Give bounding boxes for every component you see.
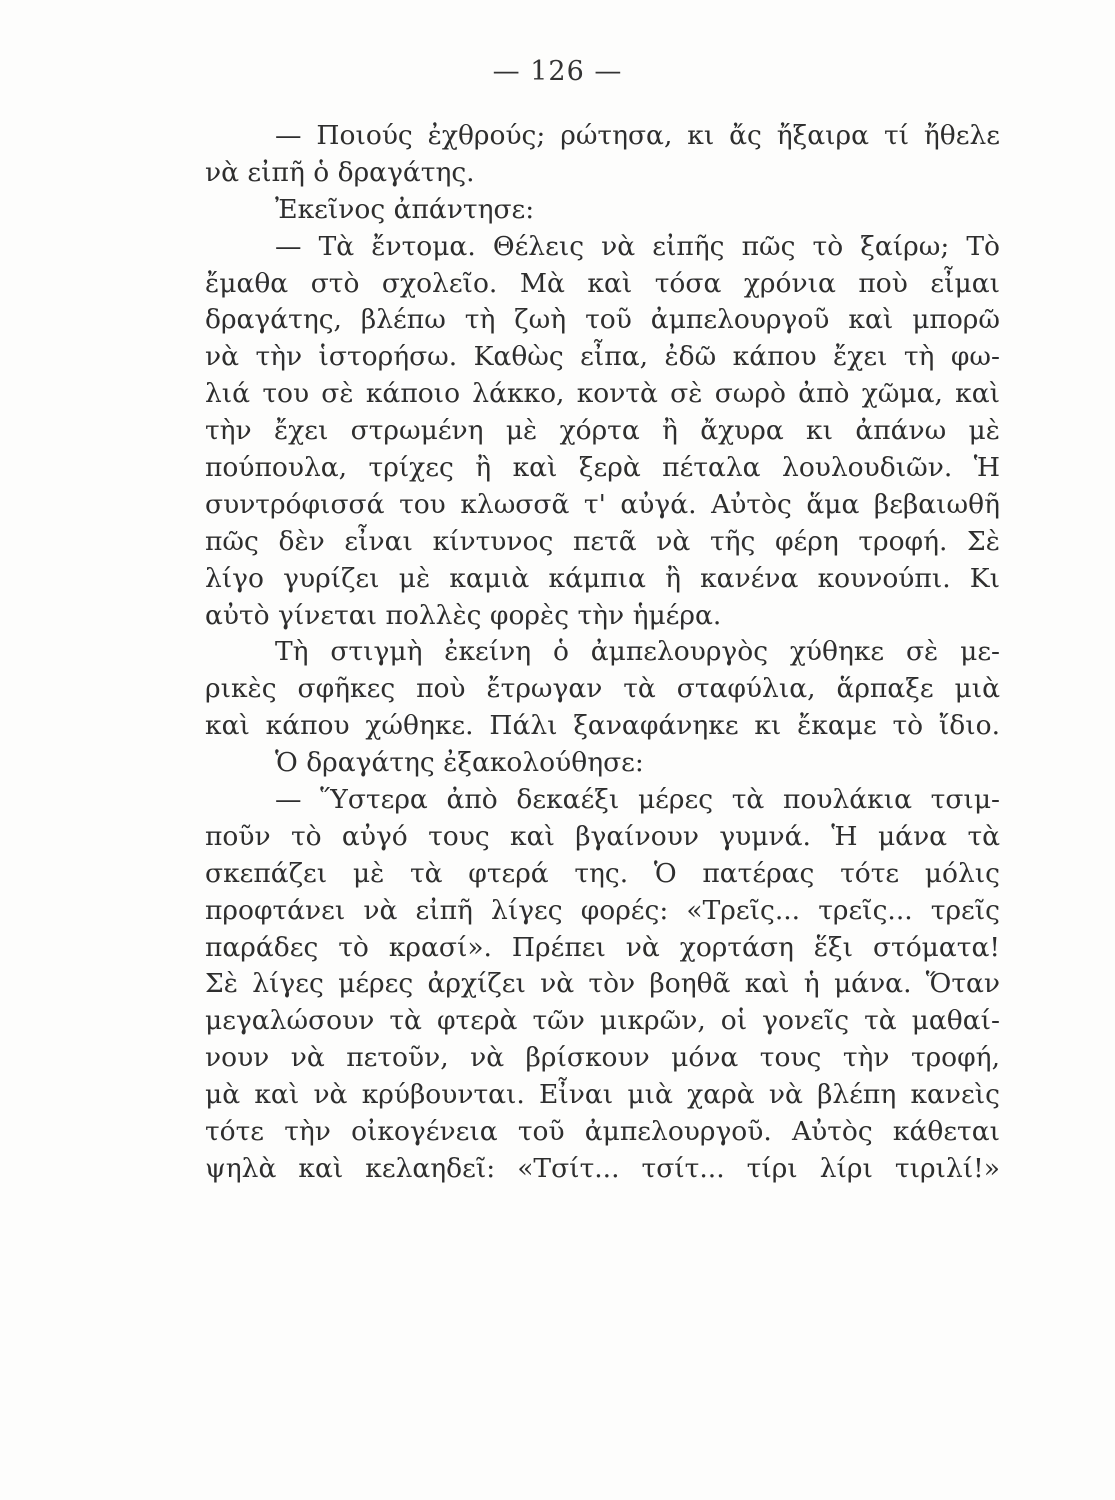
text-line: — Ποιούς ἐχθρούς; ρώτησα, κι ἄς ἤξαιρα τί ἤθελε bbox=[275, 120, 1000, 151]
text-line: νὰ εἰπῆ ὁ δραγάτης. bbox=[205, 156, 475, 188]
text-line: ρικὲς σφῆκες ποὺ ἔτρωγαν τὰ σταφύλια, ἅρπαξε μιὰ bbox=[205, 673, 1000, 705]
text-line: μεγαλώσουν τὰ φτερὰ τῶν μικρῶν, οἱ γονεῖς τὰ μαθαί- bbox=[205, 1005, 1000, 1037]
text-line: συντρόφισσά του κλωσσᾶ τ' αὐγά. Αὐτὸς ἅμα βεβαιωθῆ bbox=[205, 488, 1000, 520]
text-line: πῶς δὲν εἶναι κίντυνος πετᾶ νὰ τῆς φέρη τροφή. Σὲ bbox=[205, 525, 1000, 557]
text-line: καὶ κάπου χώθηκε. Πάλι ξαναφάνηκε κι ἔκαμε τὸ ἴδιο. bbox=[205, 710, 1000, 742]
text-line: τότε τὴν οἰκογένεια τοῦ ἀμπελουργοῦ. Αὐτὸς κάθεται bbox=[205, 1116, 1000, 1148]
text-line: μὰ καὶ νὰ κρύβουνται. Εἶναι μιὰ χαρὰ νὰ βλέπη κανεὶς bbox=[205, 1079, 1000, 1111]
text-line: νὰ τὴν ἱστορήσω. Καθὼς εἶπα, ἐδῶ κάπου ἔχει τὴ φω- bbox=[205, 341, 1000, 373]
text-line: παράδες τὸ κρασί». Πρέπει νὰ χορτάση ἕξι στόματα! bbox=[205, 931, 1000, 963]
text-line: νουν νὰ πετοῦν, νὰ βρίσκουν μόνα τους τὴν τροφή, bbox=[205, 1042, 1000, 1074]
text-line: — Τὰ ἔντομα. Θέλεις νὰ εἰπῆς πῶς τὸ ξαίρω; Τὸ bbox=[275, 230, 1000, 262]
text-line: λίγο γυρίζει μὲ καμιὰ κάμπια ἢ κανένα κουνούπι. Κι bbox=[205, 562, 1000, 594]
text-line: πούπουλα, τρίχες ἢ καὶ ξερὰ πέταλα λουλουδιῶν. Ἡ bbox=[205, 452, 1000, 484]
body-text bbox=[205, 118, 1000, 1188]
text-line: Τὴ στιγμὴ ἐκείνη ὁ ἀμπελουργὸς χύθηκε σὲ με- bbox=[275, 636, 1000, 668]
text-line: σκεπάζει μὲ τὰ φτερά της. Ὁ πατέρας τότε μόλις bbox=[205, 857, 1000, 889]
text-line: ποῦν τὸ αὐγό τους καὶ βγαίνουν γυμνά. Ἡ μάνα τὰ bbox=[205, 820, 1000, 852]
text-line: Ὁ δραγάτης ἐξακολούθησε: bbox=[275, 747, 644, 779]
text-line: λιά του σὲ κάποιο λάκκο, κοντὰ σὲ σωρὸ ἀπὸ χῶμα, καὶ bbox=[205, 378, 1000, 410]
page-number: — 126 — bbox=[492, 56, 623, 87]
text-line: Σὲ λίγες μέρες ἀρχίζει νὰ τὸν βοηθᾶ καὶ ἡ μάνα. Ὅταν bbox=[205, 968, 1000, 1000]
text-line: προφτάνει νὰ εἰπῆ λίγες φορές: «Τρεῖς... τρεῖς... τρεῖς bbox=[205, 894, 1000, 926]
text-line: τὴν ἔχει στρωμένη μὲ χόρτα ἢ ἄχυρα κι ἀπάνω μὲ bbox=[205, 415, 1000, 447]
text-line: ἔμαθα στὸ σχολεῖο. Μὰ καὶ τόσα χρόνια ποὺ εἶμαι bbox=[205, 267, 1000, 299]
text-line: — Ὕστερα ἀπὸ δεκαέξι μέρες τὰ πουλάκια τσιμ- bbox=[275, 784, 1000, 816]
text-line: Ἐκεῖνος ἀπάντησε: bbox=[275, 193, 535, 225]
text-line: αὐτὸ γίνεται πολλὲς φορὲς τὴν ἡμέρα. bbox=[205, 599, 722, 631]
text-line: ψηλὰ καὶ κελαηδεῖ: «Τσίτ... τσίτ... τίρι λίρι τιριλί!» bbox=[205, 1152, 1000, 1184]
text-line: δραγάτης, βλέπω τὴ ζωὴ τοῦ ἀμπελουργοῦ καὶ μπορῶ bbox=[205, 304, 1000, 336]
